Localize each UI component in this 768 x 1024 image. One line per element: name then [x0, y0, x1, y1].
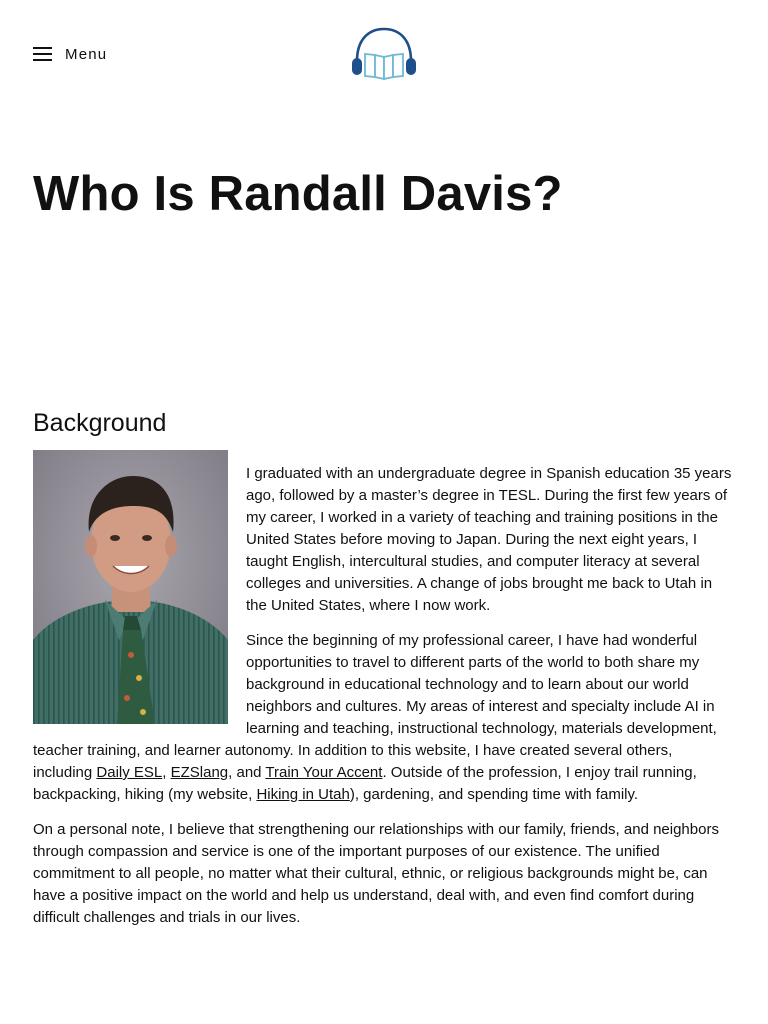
- menu-label: Menu: [65, 45, 108, 63]
- separator-2: , and: [228, 764, 266, 781]
- site-header: [0, 0, 768, 106]
- menu-button[interactable]: [33, 43, 107, 65]
- daily-esl-link[interactable]: Daily ESL: [96, 764, 163, 781]
- career-text-b: . Outside of the profession, I enjoy trail running, backpacking, hiking (my website,: [33, 764, 697, 803]
- career-text-c: ), gardening, and spending time with family.: [349, 786, 639, 803]
- section-heading-background: Background: [33, 409, 167, 437]
- headphones-books-logo: [351, 27, 417, 81]
- page-title: Who Is Randall Davis?: [33, 167, 563, 221]
- ezslang-link[interactable]: EZSlang: [170, 764, 229, 781]
- portrait-photo: [33, 450, 228, 724]
- hiking-in-utah-link[interactable]: Hiking in Utah: [256, 786, 350, 803]
- hamburger-icon: [33, 47, 52, 61]
- paragraph-personal-note: On a personal note, I believe that strengthening our relationships with our family, friends, and neighbors through compassion and service is one of the important purposes of our existence. The unified commitment to all people, no matter what their cultural, ethnic, or religious backgrounds might be, can have a positive impact on the world and help us understand, deal with, and even find comfort during difficult challenges and trials in our lives.: [33, 821, 719, 926]
- separator-1: ,: [162, 764, 171, 781]
- train-your-accent-link[interactable]: Train Your Accent: [265, 764, 383, 781]
- site-logo[interactable]: [351, 27, 417, 81]
- background-content: [33, 450, 735, 942]
- career-text-a: Since the beginning of my professional career, I have had wonderful opportunities to travel to different parts of the world to both share my background in educational technology and to learn about our world neighbors and cultures. My areas of interest and specialty include AI in learning and teaching, instructional technology, materials development, teacher training, and learner autonomy. In addition to this website, I have created several others, including: [33, 632, 717, 781]
- paragraph-education: I graduated with an undergraduate degree in Spanish education 35 years ago, followed by a master’s degree in TESL. During the first few years of my career, I worked in a variety of teaching and training positions in the United States before moving to Japan. During the next eight years, I taught English, intercultural studies, and computer literacy at several colleges and universities. A change of jobs brought me back to Utah in the United States, where I now work.: [246, 465, 732, 614]
